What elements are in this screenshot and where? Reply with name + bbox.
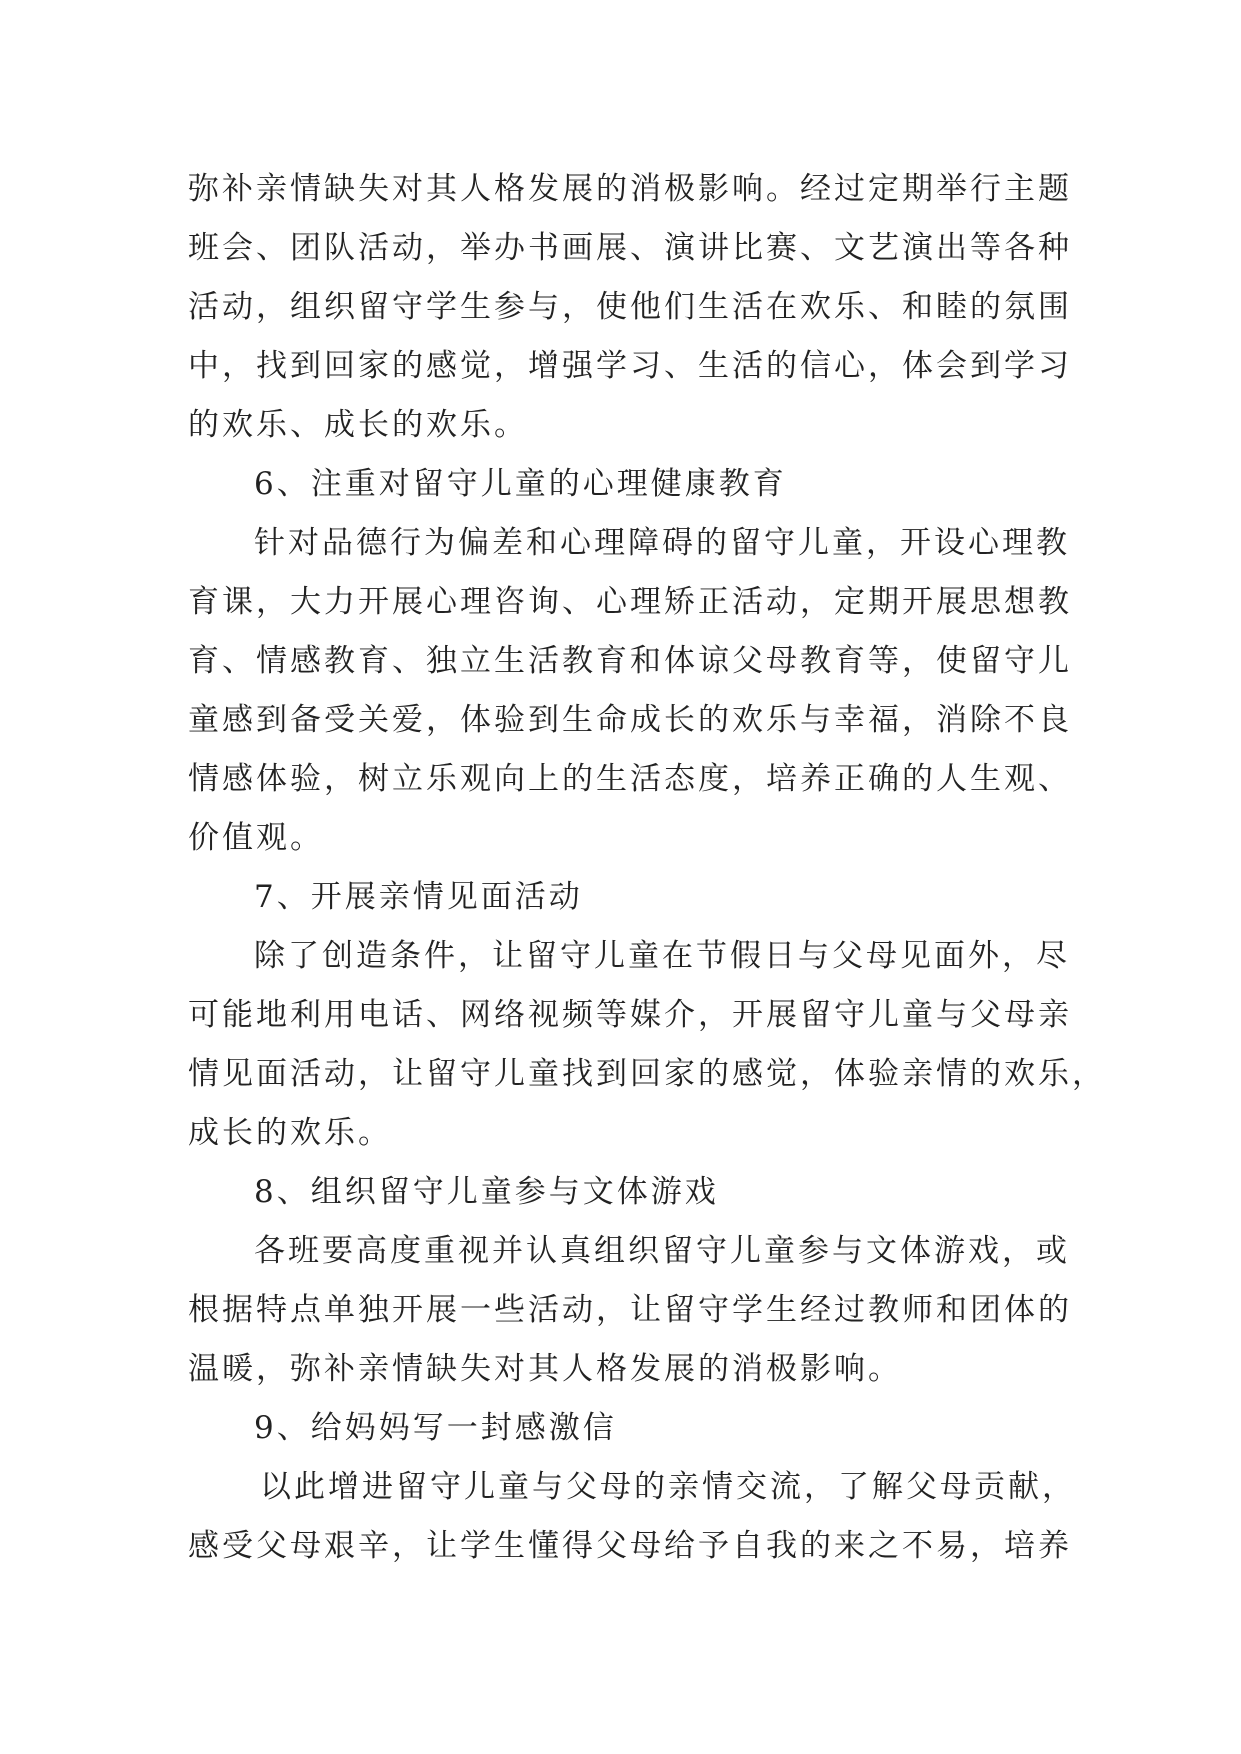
text-line: 中，找到回家的感觉，增强学习、生活的信心，体会到学习 [188, 348, 1072, 384]
text-line: 感受父母艰辛，让学生懂得父母给予自我的来之不易，培养 [188, 1528, 1072, 1564]
text-line: 班会、团队活动，举办书画展、演讲比赛、文艺演出等各种 [188, 230, 1072, 266]
text-line: 弥补亲情缺失对其人格发展的消极影响。经过定期举行主题 [188, 171, 1072, 207]
text-line: 以此增进留守儿童与父母的亲情交流，了解父母贡献， [260, 1469, 1076, 1505]
text-line: 活动，组织留守学生参与，使他们生活在欢乐、和睦的氛围 [188, 289, 1072, 325]
text-line: 育课，大力开展心理咨询、心理矫正活动，定期开展思想教 [188, 584, 1072, 620]
text-line: 可能地利用电话、网络视频等媒介，开展留守儿童与父母亲 [188, 997, 1072, 1033]
text-line: 育、情感教育、独立生活教育和体谅父母教育等，使留守儿 [188, 643, 1072, 679]
text-line: 各班要高度重视并认真组织留守儿童参与文体游戏，或 [254, 1233, 1070, 1269]
text-line: 除了创造条件，让留守儿童在节假日与父母见面外，尽 [254, 938, 1070, 974]
text-line: 价值观。 [188, 820, 324, 856]
text-line: 根据特点单独开展一些活动，让留守学生经过教师和团体的 [188, 1292, 1072, 1328]
text-line: 成长的欢乐。 [188, 1115, 392, 1151]
section-heading: 6、注重对留守儿童的心理健康教育 [254, 466, 787, 502]
section-heading: 9、给妈妈写一封感激信 [254, 1410, 617, 1446]
text-line: 的欢乐、成长的欢乐。 [188, 407, 528, 443]
text-line: 童感到备受关爱，体验到生命成长的欢乐与幸福，消除不良 [188, 702, 1072, 738]
text-line: 针对品德行为偏差和心理障碍的留守儿童，开设心理教 [254, 525, 1070, 561]
section-heading: 7、开展亲情见面活动 [254, 879, 583, 915]
document-body [188, 160, 1106, 1576]
text-line: 情感体验，树立乐观向上的生活态度，培养正确的人生观、 [188, 761, 1072, 797]
section-heading: 8、组织留守儿童参与文体游戏 [254, 1174, 719, 1210]
text-line: 温暖，弥补亲情缺失对其人格发展的消极影响。 [188, 1351, 902, 1387]
text-line: 情见面活动，让留守儿童找到回家的感觉，体验亲情的欢乐， [188, 1056, 1106, 1092]
